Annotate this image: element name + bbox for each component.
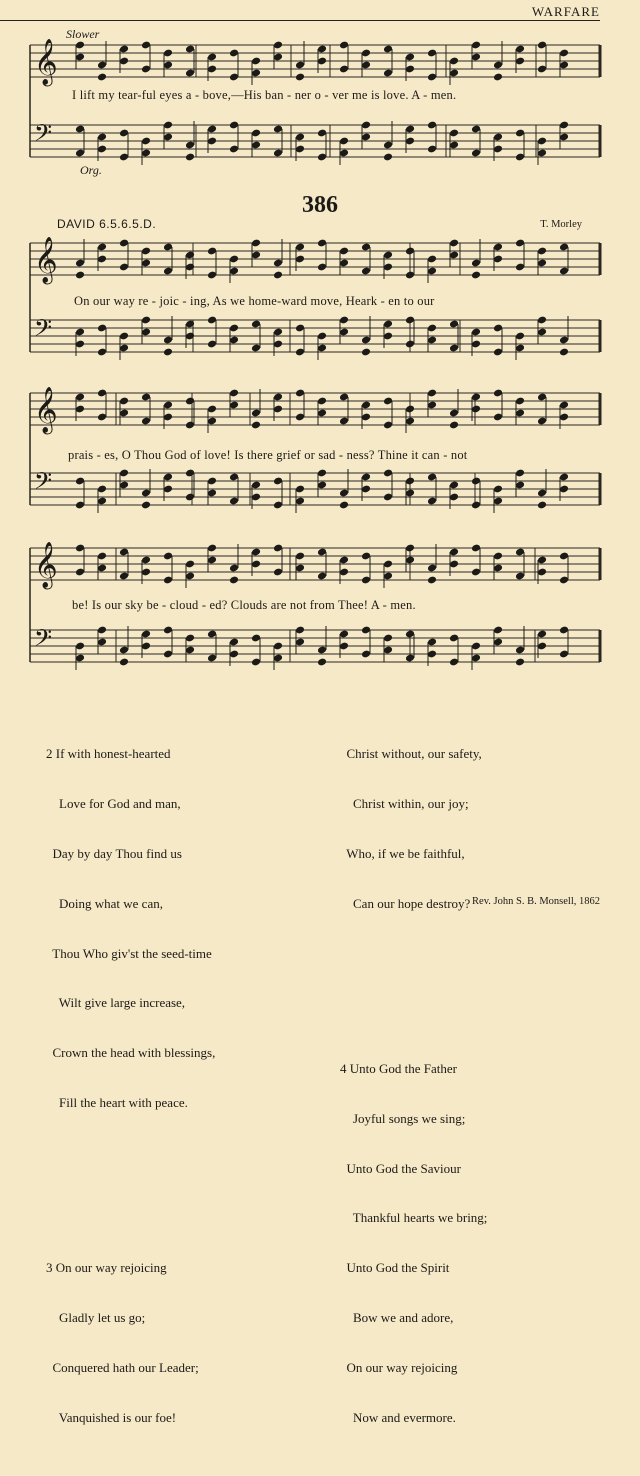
verse-line: Gladly let us go; xyxy=(46,1309,146,1325)
verse-line: Christ without, our safety, xyxy=(340,746,482,762)
bass-clef-icon: 𝄢 xyxy=(34,119,53,152)
verse-line: Conquered hath our Leader; xyxy=(46,1359,199,1375)
notehead xyxy=(361,348,371,357)
notehead xyxy=(559,348,569,357)
verse-line: Bow we and adore, xyxy=(340,1309,454,1325)
tune-name: DAVID 6.5.6.5.D. xyxy=(57,217,157,231)
notehead xyxy=(141,501,151,510)
verse-line: 2 If with honest-hearted xyxy=(46,746,171,762)
verse-line: Day by day Thou find us xyxy=(46,845,182,861)
verses-right-column xyxy=(340,680,487,1476)
verse-line: Fill the heart with peace. xyxy=(46,1094,188,1110)
verse-line: 3 On our way rejoicing xyxy=(46,1260,167,1276)
notehead xyxy=(229,576,239,585)
notehead xyxy=(449,421,459,430)
hymn-number: 386 xyxy=(302,192,338,218)
notehead xyxy=(383,153,393,162)
notehead xyxy=(273,271,283,280)
bass-clef-icon: 𝄢 xyxy=(34,314,53,347)
treble-clef-icon: 𝄞 xyxy=(34,39,58,85)
notehead xyxy=(119,658,129,667)
treble-clef-icon: 𝄞 xyxy=(34,387,58,433)
notehead xyxy=(97,73,107,82)
treble-clef-icon: 𝄞 xyxy=(34,237,58,283)
organ-label: Org. xyxy=(80,163,102,177)
verse-4 xyxy=(340,1028,487,1459)
verse-line: Who, if we be faithful, xyxy=(340,845,465,861)
verse-line: Unto God the Saviour xyxy=(340,1160,461,1176)
author-credit: Rev. John S. B. Monsell, 1862 xyxy=(472,896,600,907)
verse-3-continued xyxy=(340,713,487,945)
prev-hymn-lyrics: I lift my tear-ful eyes a - bove,—His ban - ner o - ver me is love. A - men. xyxy=(72,88,457,102)
bass-clef-icon: 𝄢 xyxy=(34,624,53,657)
notehead xyxy=(251,421,261,430)
lyric-line-1: On our way re - joic - ing, As we home-ward move, Heark - en to our xyxy=(74,294,435,308)
lyric-line-2: prais - es, O Thou God of love! Is there grief or sad - ness? Thine it can - not xyxy=(68,448,468,462)
verses-left-column xyxy=(46,680,215,1476)
verse-line: Unto God the Spirit xyxy=(340,1260,450,1276)
verse-line: Can our hope destroy? xyxy=(340,895,471,911)
verse-line: 4 Unto God the Father xyxy=(340,1061,457,1077)
verse-line: Doing what we can, xyxy=(46,895,163,911)
verse-line: Wilt give large increase, xyxy=(46,995,186,1011)
music-notation xyxy=(0,0,640,680)
verse-line: Christ within, our joy; xyxy=(340,796,469,812)
notehead xyxy=(185,153,195,162)
verse-line: Thankful hearts we bring; xyxy=(340,1210,488,1226)
treble-clef-icon: 𝄞 xyxy=(34,542,58,588)
lyric-line-3: be! Is our sky be - cloud - ed? Clouds are not from Thee! A - men. xyxy=(72,598,416,612)
verse-line: Crown the head with blessings, xyxy=(46,1045,216,1061)
notehead xyxy=(163,348,173,357)
composer: T. Morley xyxy=(540,219,582,230)
verse-line: Thou Who giv'st the seed-time xyxy=(46,945,212,961)
verse-line: Vanquished is our foe! xyxy=(46,1409,177,1425)
notehead xyxy=(493,73,503,82)
verse-3 xyxy=(46,1227,215,1459)
page-header-title: WARFARE xyxy=(531,4,600,19)
verse-line: Joyful songs we sing; xyxy=(340,1110,466,1126)
verse-line: Now and evermore. xyxy=(340,1409,456,1425)
notehead xyxy=(317,658,327,667)
tempo-marking: Slower xyxy=(66,27,100,41)
bass-clef-icon: 𝄢 xyxy=(34,467,53,500)
notehead xyxy=(427,576,437,585)
verse-line: Love for God and man, xyxy=(46,796,181,812)
notehead xyxy=(471,271,481,280)
notehead xyxy=(537,501,547,510)
verse-line: On our way rejoicing xyxy=(340,1359,458,1375)
verse-2 xyxy=(46,713,215,1144)
notehead xyxy=(339,501,349,510)
notehead xyxy=(515,658,525,667)
notehead xyxy=(295,73,305,82)
notehead xyxy=(75,271,85,280)
